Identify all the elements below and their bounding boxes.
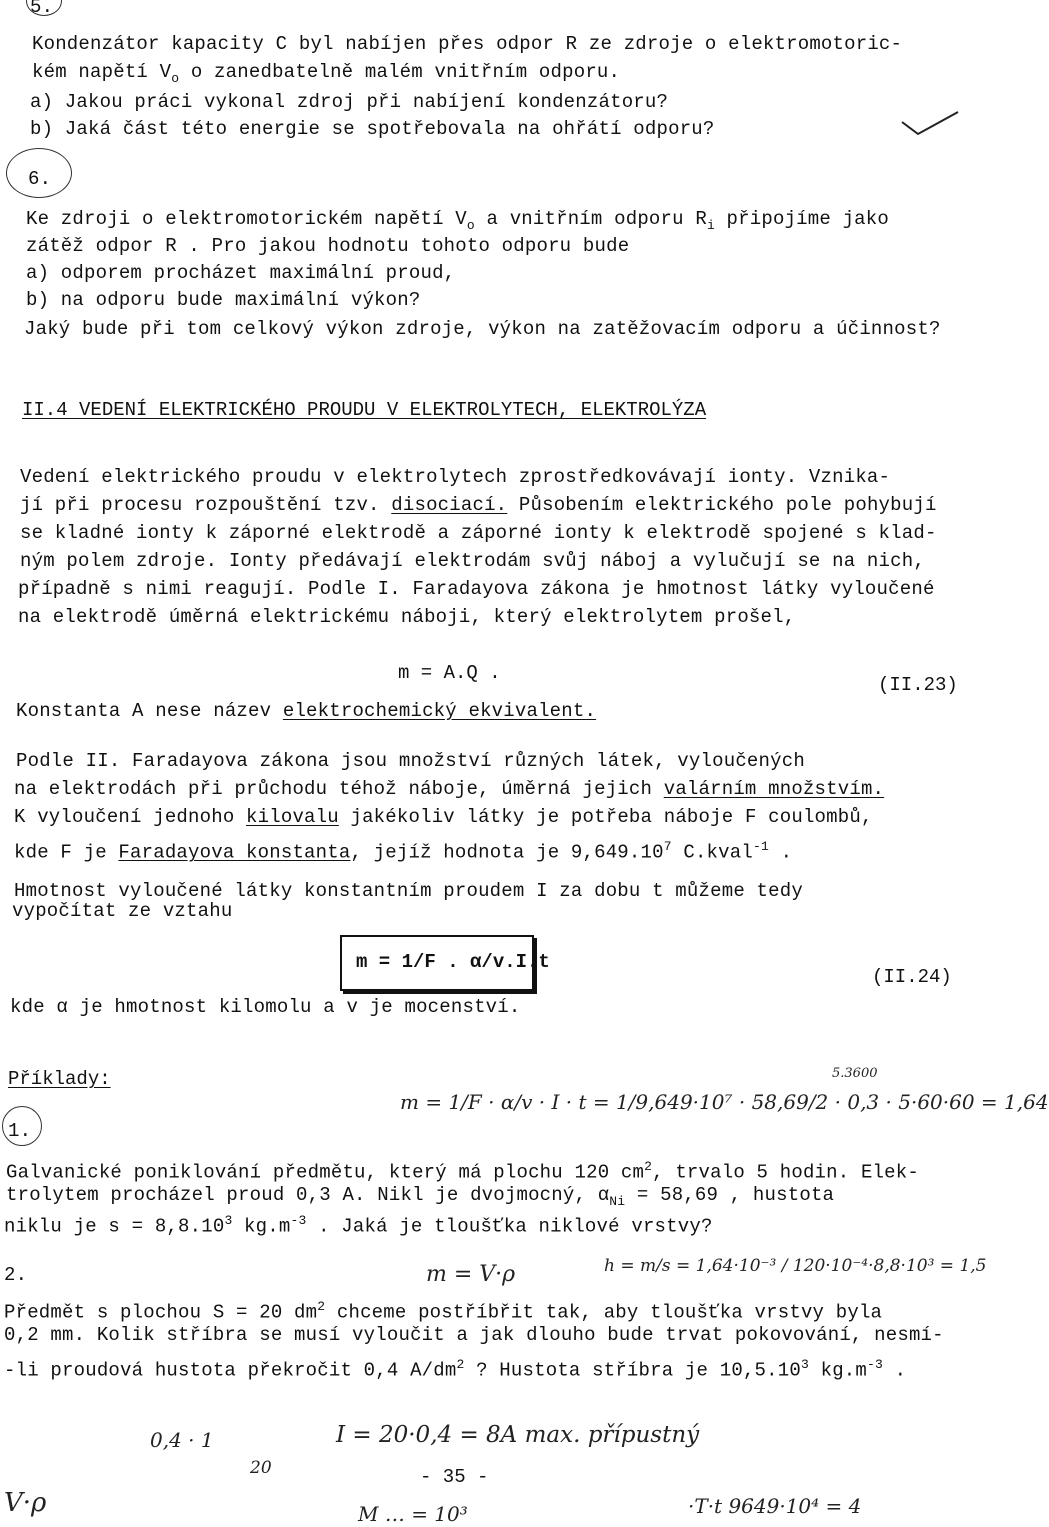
term-faradayova-konstanta: Faradayova konstanta (118, 841, 351, 864)
problem-5-number: 5. (30, 0, 54, 18)
example-1-line-2: trolytem procházel proud 0,3 A. Nikl je dvojmocný, $\alpha_{Ni} = 58,69$ , hustota (6, 1184, 835, 1209)
problem-6-line-3: a) odporem procházet maximální proud, (26, 262, 456, 284)
handwritten-note-4a: 0,4 · 1 (150, 1428, 214, 1452)
equation-II-24-number: (II.24) (872, 966, 952, 988)
paragraph-1-line-5: případně s nimi reagují. Podle I. Faradayova zákona je hmotnost látky vyloučené (18, 578, 935, 600)
problem-6-line-5: Jaký bude při tom celkový výkon zdroje, výkon na zatěžovacím odporu a účinnost? (24, 318, 941, 340)
handwritten-note-1: m = 1/F · α/v · I · t = 1/9,649·10⁷ · 58,69/2 · 0,3 · 5·60·60 = 1,64 (400, 1090, 1049, 1114)
example-2-number: 2. (4, 1264, 28, 1286)
handwritten-note-7: M … = 10³ (358, 1502, 468, 1526)
problem-5-line-1: Kondenzátor kapacity C byl nabíjen přes odpor R ze zdroje o elektromotoric- (32, 33, 903, 55)
problem-5-line-4: b) Jaká část této energie se spotřebovala na ohřátí odporu? (30, 118, 715, 140)
paragraph-1-line-6: na elektrodě úměrná elektrickému náboji, který elektrolytem prošel, (18, 606, 796, 628)
paragraph-1-line-2: jí při procesu rozpouštění tzv. disociací. Působením elektrického pole pohybují (20, 494, 937, 516)
problem-6-line-1: Ke zdroji o elektromotorickém napětí $V_o$ a vnitřním odporu $R_i$ připojíme jako (26, 208, 889, 233)
equation-II-24-box (340, 935, 550, 991)
handwritten-note-6: V·ρ (4, 1488, 47, 1518)
paragraph-1-line-3: se kladné ionty k záporné elektrodě a záporné ionty k elektrodě spojené s klad- (20, 522, 937, 544)
paragraph-2: Konstanta A nese název elektrochemický ekvivalent. (16, 700, 597, 722)
paragraph-3-line-2: na elektrodách při průchodu téhož náboje, úměrná jejich valárním množstvím. (14, 778, 885, 800)
term-elektrochemicky-ekvivalent: elektrochemický ekvivalent. (282, 700, 597, 722)
equation-II-23: m = A.Q . (398, 662, 501, 684)
paragraph-3-line-3: K vyloučení jednoho kilovalu jakékoliv látky je potřeba náboje F coulombů, (14, 806, 873, 828)
example-1-line-1: Galvanické poniklování předmětu, který má plochu 120 $cm^2$, trvalo 5 hodin. Elek- (6, 1159, 919, 1184)
problem-5-line-3: a) Jakou práci vykonal zdroj při nabíjení kondenzátoru? (30, 91, 669, 113)
handwritten-note-8: ·T·t 9649·10⁴ = 4 (688, 1494, 862, 1518)
equation-II-24: m = 1/F . α/v.I.t (356, 951, 550, 973)
problem-5-line-2: kém napětí $V_o$ o zanedbatelně malém vnitřním odporu. (32, 61, 621, 86)
paragraph-5: kde α je hmotnost kilomolu a v je mocenství. (10, 996, 521, 1018)
term-valarnim-mnozstvim: valárním množstvím. (663, 778, 885, 800)
paragraph-3-line-4: kde F je Faradayova konstanta, jejíž hodnota je 9,649.10$^7$ C.kval$^{-1}$ . (14, 839, 793, 864)
handwritten-note-1-top: 5.3600 (832, 1066, 878, 1081)
checkmark-icon (900, 108, 960, 138)
paragraph-4-line-1: Hmotnost vyloučené látky konstantním proudem I za dobu t můžeme tedy (14, 880, 803, 902)
example-2-line-1: Předmět s plochou S = 20 $dm^2$ chceme postříbřit tak, aby tloušťka vrstvy byla (4, 1299, 883, 1324)
paragraph-3-line-1: Podle II. Faradayova zákona jsou množství různých látek, vyloučených (16, 750, 805, 772)
examples-heading: Příklady: (8, 1068, 111, 1090)
problem-6-number: 6. (28, 168, 52, 190)
page-number: - 35 - (420, 1466, 489, 1488)
term-kilovalu: kilovalu (246, 806, 339, 828)
problem-6-line-2: zátěž odpor R . Pro jakou hodnotu tohoto odporu bude (26, 235, 630, 257)
paragraph-4-line-2: vypočítat ze vztahu (12, 900, 233, 922)
example-1-number: 1. (8, 1120, 32, 1142)
term-disociace: disociací. (391, 494, 508, 516)
paragraph-1-line-1: Vedení elektrického proudu v elektrolytech zprostředkovávají ionty. Vznika- (20, 466, 891, 488)
problem-6-line-4: b) na odporu bude maximální výkon? (26, 289, 421, 311)
section-heading: II.4 VEDENÍ ELEKTRICKÉHO PROUDU V ELEKTROLYTECH, ELEKTROLÝZA (22, 399, 707, 421)
handwritten-note-2: m = V·ρ (426, 1262, 516, 1287)
handwritten-note-5: I = 20·0,4 = 8A max. přípustný (336, 1422, 700, 1448)
example-2-line-2: 0,2 mm. Kolik stříbra se musí vyloučit a jak dlouho bude trvat pokovování, nesmí- (4, 1324, 944, 1346)
example-1-line-3: niklu je $s = 8,8.10^3$ $kg.m^{-3}$ . Jaká je tloušťka niklové vrstvy? (4, 1213, 713, 1238)
handwritten-note-3: h = m/s = 1,64·10⁻³ / 120·10⁻⁴·8,8·10³ = 1,5 (604, 1256, 987, 1276)
example-2-line-3: -li proudová hustota překročit 0,4 $A/dm^2$ ? Hustota stříbra je 10,5.10$^3$ $kg.m^{-3}$ . (4, 1357, 907, 1382)
equation-II-23-number: (II.23) (878, 674, 958, 696)
paragraph-1-line-4: ným polem zdroje. Ionty předávají elektrodám svůj náboj a vylučují se na nich, (20, 550, 925, 572)
handwritten-note-4b: 20 (250, 1458, 272, 1478)
